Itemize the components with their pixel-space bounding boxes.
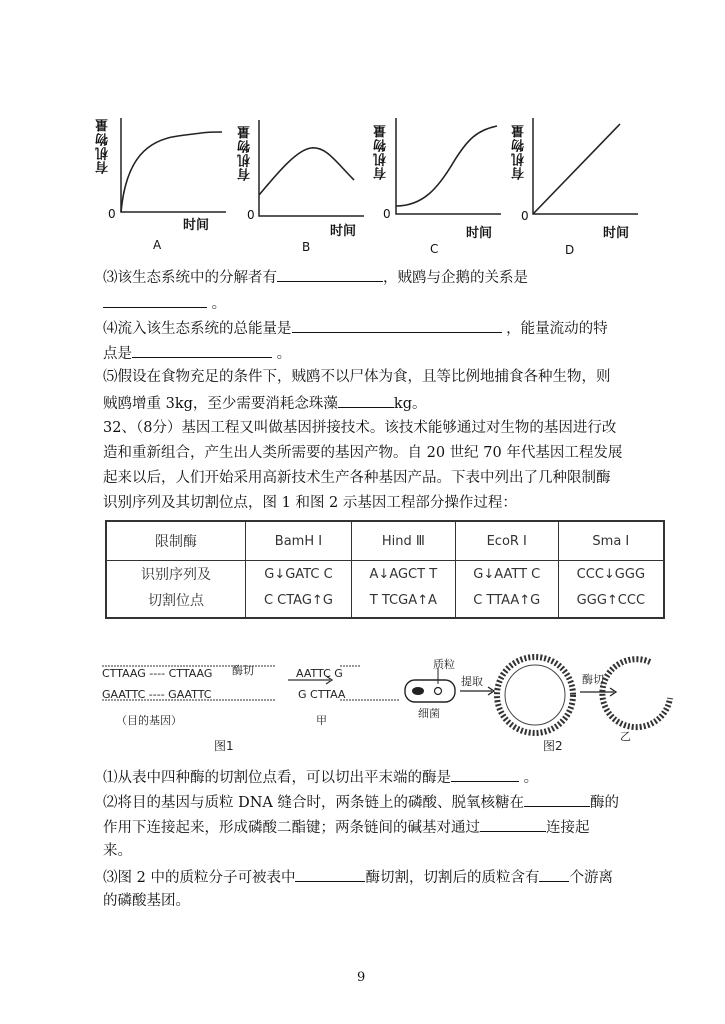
figure-1-caption: 图1: [214, 739, 234, 753]
table-cell: 切割位点: [106, 587, 246, 618]
table-cell: G↓GATC C: [246, 561, 352, 588]
graph-curve: [396, 126, 497, 206]
question-3-line2: 。: [103, 292, 226, 314]
graph-curve: [259, 148, 354, 195]
subquestion-2-line1: ⑵将目的基因与质粒 DNA 缝合时，两条链上的磷酸、脱氧核糖在 酶的: [103, 791, 619, 813]
graph-origin: 0: [521, 209, 529, 223]
enzyme-table: [105, 520, 665, 619]
question-5-line1: ⑸假设在食物充足的条件下，贼鸥不以尸体为食，且等比例地捕食各种生物，则: [103, 369, 611, 385]
question-4-line2: 点是 。: [103, 342, 291, 364]
graph-letter: D: [565, 243, 575, 257]
subquestion-3-line1: ⑶图 2 中的质粒分子可被表中 酶切割，切割后的质粒含有 个游离: [103, 866, 613, 888]
answer-blank[interactable]: [524, 791, 590, 807]
graph-origin: 0: [108, 207, 116, 221]
answer-blank[interactable]: [539, 866, 569, 882]
table-cell: GGG↑CCC: [576, 592, 646, 608]
answer-blank[interactable]: [103, 292, 207, 308]
graph-letter: C: [430, 242, 439, 256]
answer-blank[interactable]: [295, 866, 365, 882]
question-32-line1: 32、（8分）基因工程又叫做基因拼接技术。该技术能够通过对生物的基因进行改: [103, 420, 617, 436]
plasmid-icon: [435, 688, 442, 695]
figure-2-caption: 图2: [543, 739, 563, 753]
table-header-cell: Hind Ⅲ: [351, 521, 455, 561]
graph-a-plot: [118, 118, 228, 218]
seq-top: CTTAAG ---- CTTAAG: [102, 667, 213, 680]
graph-ylabel: 有机物量: [238, 125, 253, 181]
page-number: 9: [357, 970, 366, 985]
question-32-line3: 起来以后，人们开始采用高新技术生产各种基因产品。下表中列出了几种限制酶: [103, 470, 611, 486]
plasmid-ring-icon: [497, 657, 573, 733]
extract-label: 提取: [461, 675, 483, 688]
graph-axes: [396, 118, 501, 214]
graph-curve: [533, 124, 620, 214]
table-row: [106, 587, 664, 618]
arrow-label-cut: 酶切: [232, 664, 254, 677]
jia-label: 甲: [316, 714, 327, 727]
graph-ylabel: 有机物量: [374, 124, 389, 180]
table-cell: CCC↓GGG: [576, 566, 646, 582]
answer-blank[interactable]: [451, 766, 519, 782]
question-32-line4: 识别序列及其切割位点，图 1 和图 2 示基因工程部分操作过程：: [103, 495, 517, 511]
answer-blank[interactable]: [480, 816, 546, 832]
table-header-cell: BamH Ⅰ: [246, 521, 352, 561]
graph-axes: [533, 118, 638, 214]
table-header-cell: Sma Ⅰ: [558, 521, 664, 561]
graph-ylabel: 有机物量: [512, 124, 527, 180]
question-3-line1: ⑶该生态系统中的分解者有 ，贼鸥与企鹅的关系是: [103, 266, 528, 288]
graph-letter: A: [153, 238, 162, 252]
graph-axes: [259, 120, 364, 216]
cut-bottom: G CTTAA: [298, 688, 346, 701]
question-5-line2: 贼鸥增重 3kg，至少需要消耗念珠藻 kg。: [103, 392, 426, 414]
answer-blank[interactable]: [338, 392, 394, 408]
seq-bottom: GAATTC ---- GAATTC: [102, 688, 212, 701]
graph-b-plot: [256, 120, 366, 220]
target-gene-label: （目的基因）: [116, 714, 182, 727]
graph-origin: 0: [247, 208, 255, 222]
subquestion-2-line3: 来。: [103, 843, 132, 859]
subquestion-1: ⑴从表中四种酶的切割位点看，可以切出平末端的酶是 。: [103, 766, 538, 788]
graph-d-plot: [530, 118, 640, 218]
nucleoid-icon: [412, 687, 424, 695]
table-cell: C TTAA↑G: [455, 587, 558, 618]
bacteria-label: 细菌: [418, 707, 440, 720]
graph-xlabel: 时间: [183, 218, 210, 233]
graph-xlabel: 时间: [330, 224, 357, 239]
graph-c-plot: [393, 118, 503, 218]
table-cell: T TCGA↑A: [351, 587, 455, 618]
table-header-row: [106, 521, 664, 561]
graph-ylabel: 有机物量: [96, 118, 111, 174]
question-32-line2: 造和重新组合，产生出人类所需要的基因产物。自 20 世纪 70 年代基因工程发展: [103, 445, 623, 461]
subquestion-3-line2: 的磷酸基团。: [103, 893, 190, 909]
answer-blank[interactable]: [277, 266, 383, 282]
question-4-line1: ⑷流入该生态系统的总能量是 ，能量流动的特: [103, 317, 608, 339]
graph-letter: B: [302, 240, 311, 254]
cut-top: AATTC G: [296, 667, 343, 680]
table-row: [106, 561, 664, 588]
cut-plasmid-icon: [602, 659, 670, 727]
table-header-cell: EcoR Ⅰ: [455, 521, 558, 561]
answer-blank[interactable]: [292, 317, 502, 333]
subquestion-2-line2: 作用下连接起来，形成磷酸二酯键；两条链间的碱基对通过 连接起: [103, 816, 590, 838]
yi-label: 乙: [620, 730, 631, 743]
table-cell: G↓AATT C: [455, 561, 558, 588]
graph-xlabel: 时间: [603, 226, 630, 241]
graph-origin: 0: [383, 207, 391, 221]
graph-xlabel: 时间: [466, 226, 493, 241]
table-cell: 识别序列及: [106, 561, 246, 588]
cut-label: 酶切: [582, 673, 604, 686]
plasmid-label: 质粒: [433, 658, 455, 671]
table-header-cell: 限制酶: [106, 521, 246, 561]
answer-blank[interactable]: [132, 342, 272, 358]
table-cell: C CTAG↑G: [246, 587, 352, 618]
table-cell: A↓AGCT T: [351, 561, 455, 588]
graph-curve: [121, 132, 222, 212]
